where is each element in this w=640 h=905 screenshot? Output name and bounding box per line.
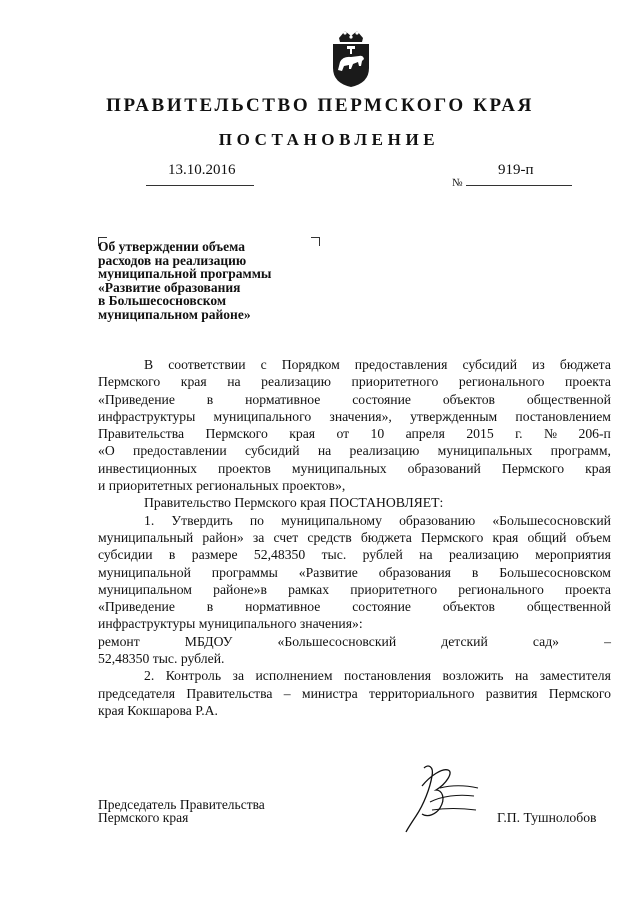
perm-krai-coat-of-arms-icon [329,28,373,88]
body-word: субсидий [244,443,300,459]
body-word: Пермского [98,374,161,390]
body-word: рублей [362,547,403,563]
body-word: в [206,391,214,407]
number-underline [466,185,572,186]
body-word: реализацию [261,374,331,390]
body-line [98,598,611,615]
subject-line: расходов на реализацию [98,252,247,268]
body-word: 206-п [578,426,611,442]
body-line [98,667,611,684]
body-word: края [289,426,316,442]
body-word: предоставлении [133,443,227,459]
body-word: территориального [369,685,475,701]
body-word: общественной [526,599,611,615]
body-word: значения», [329,408,392,424]
body-word: бюджета [360,529,412,545]
body-word: председателя [98,685,176,701]
decree-date: 13.10.2016 [168,162,236,178]
body-line: 52,48350 тыс. рублей. [98,651,225,667]
body-word: утвержденным [410,408,498,424]
body-word: В [144,357,154,372]
body-word: ремонт [98,633,140,649]
body-word: районе»в [213,581,267,597]
body-word: приоритетного [351,374,439,390]
body-word: «Развитие [298,564,358,580]
body-word: за [232,668,245,684]
body-word: тыс. [321,547,347,563]
body-line [98,581,611,598]
body-word: 52,48350 [253,547,306,563]
body-line [98,633,611,650]
body-word: общественной [526,391,611,407]
body-word: регионального [458,374,545,390]
body-word: размере [191,547,238,563]
body-word: на [317,443,332,459]
body-word: объем [575,529,611,545]
body-word: состояние [352,391,411,407]
body-word: края [180,374,207,390]
body-word: в [206,599,214,615]
body-word: объектов [442,391,496,407]
body-line [98,685,611,702]
handwritten-signature-icon [402,758,492,836]
document-type-heading: ПОСТАНОВЛЕНИЕ [218,130,440,149]
body-word: постановлением [515,408,611,424]
body-word: заместителя [539,668,611,684]
subject-line: в Большесосновском [98,293,227,309]
body-word: Контроль [165,668,222,684]
decree-subject [98,240,328,322]
body-word: бюджета [559,357,611,372]
body-word: от [336,426,350,442]
body-word: нормативное [245,391,321,407]
subject-line: «Развитие образования [98,279,241,295]
body-word: на [419,547,433,563]
body-word: образованию [399,512,476,528]
body-word: 10 [370,426,385,442]
body-word: Правительства [186,685,273,701]
body-word: Большесосновском [499,564,611,580]
body-word: муниципальных [291,460,387,476]
body-word: детский [441,633,488,649]
body-word: в [168,547,176,563]
body-word: инвестиционных [98,460,198,476]
signer-name: Г.П. Тушнолобов [497,810,597,825]
body-word: Порядком [281,357,340,372]
body-line: Правительство Пермского края ПОСТАНОВЛЯЕТ: [144,495,444,511]
body-word: муниципальных [437,443,533,459]
body-word: из [532,357,545,372]
body-word: по [249,512,264,528]
body-line [98,391,611,408]
body-line [98,460,611,477]
signer-position-line: Председатель Правительства [98,797,265,812]
body-word: средств [307,529,352,545]
body-line: инфраструктуры муниципального значения»: [98,616,363,632]
body-word: муниципальном [98,581,192,597]
body-word: проекта [565,374,611,390]
body-word: образования [378,564,451,580]
body-word: с [260,357,267,372]
body-word: «О [98,443,115,459]
body-word: в [471,564,479,580]
signer-position [98,798,265,824]
body-word: мероприятия [535,547,611,563]
body-word: «Большесосновский [492,512,611,528]
body-word: программы [211,564,278,580]
body-word: приоритетного [350,581,438,597]
body-word: г. [515,426,523,442]
subject-line: муниципальной программы [98,266,272,282]
body-word: проектов [218,460,271,476]
body-word: «Большесосновский [277,633,397,649]
body-word: состояние [352,599,411,615]
body-word: муниципальный [98,529,194,545]
body-word: на [514,668,529,684]
body-word: нормативное [245,599,321,615]
body-word: на [227,374,241,390]
body-word: Пермского [421,529,484,545]
body-word: министра [301,685,358,701]
body-word: 1. [144,512,155,528]
body-word: развития [485,685,538,701]
body-word: исполнением [255,668,333,684]
body-word: Пермского [501,460,565,476]
body-word: предоставления [354,357,448,372]
body-word: муниципальной [98,564,191,580]
body-word: Пермского [548,685,611,701]
body-word: регионального [458,581,544,597]
body-line [98,546,611,563]
body-word: соответствии [168,357,246,372]
body-word: проекта [565,581,611,597]
body-word: муниципального [213,408,312,424]
body-word: субсидии [98,547,153,563]
decree-number: 919-п [498,162,534,178]
body-word: 2. [144,668,155,684]
subject-line: Об утверждении объема [98,239,245,254]
subject-line: муниципальном районе» [98,306,251,322]
body-word: программ, [550,443,611,459]
body-word: – [604,633,611,649]
number-sign: № [452,177,463,189]
body-line [98,529,611,546]
body-word: постановления [343,668,432,684]
body-word: Правительства [98,426,185,442]
body-word: «Приведение [98,599,175,615]
body-word: район» [202,529,244,545]
body-line: и приоритетных региональных проектов», [98,478,346,494]
body-word: края [585,460,611,476]
body-line [98,373,611,390]
body-word: счет [273,529,299,545]
body-word: № [544,426,558,442]
body-word: инфраструктуры [98,408,196,424]
body-word: субсидий [462,357,518,372]
body-word: – [283,685,291,701]
body-word: края [492,529,519,545]
body-word: рамках [288,581,330,597]
body-line [98,356,611,373]
body-line [98,425,611,442]
body-word: сад» [532,633,560,649]
body-word: Пермского [205,426,268,442]
body-word: общий [527,529,567,545]
body-word: муниципальному [281,512,382,528]
body-line [98,408,611,425]
date-underline [146,185,254,186]
decree-body [98,356,611,719]
body-word: реализацию [448,547,519,563]
body-word: реализацию [349,443,420,459]
body-word: объектов [442,599,496,615]
body-word: за [252,529,265,545]
organization-title: ПРАВИТЕЛЬСТВО ПЕРМСКОГО КРАЯ [106,95,534,116]
body-word: образований [407,460,481,476]
body-word: МБДОУ [184,633,233,649]
body-word: апреля [405,426,445,442]
body-word: возложить [442,668,504,684]
body-line [98,564,611,581]
body-word: «Приведение [98,391,175,407]
signer-position-line: Пермского края [98,810,189,825]
body-line [98,442,611,459]
body-word: Утвердить [171,512,233,528]
body-line [98,512,611,529]
body-line: края Кокшарова Р.А. [98,702,218,718]
body-word: 2015 [466,426,494,442]
